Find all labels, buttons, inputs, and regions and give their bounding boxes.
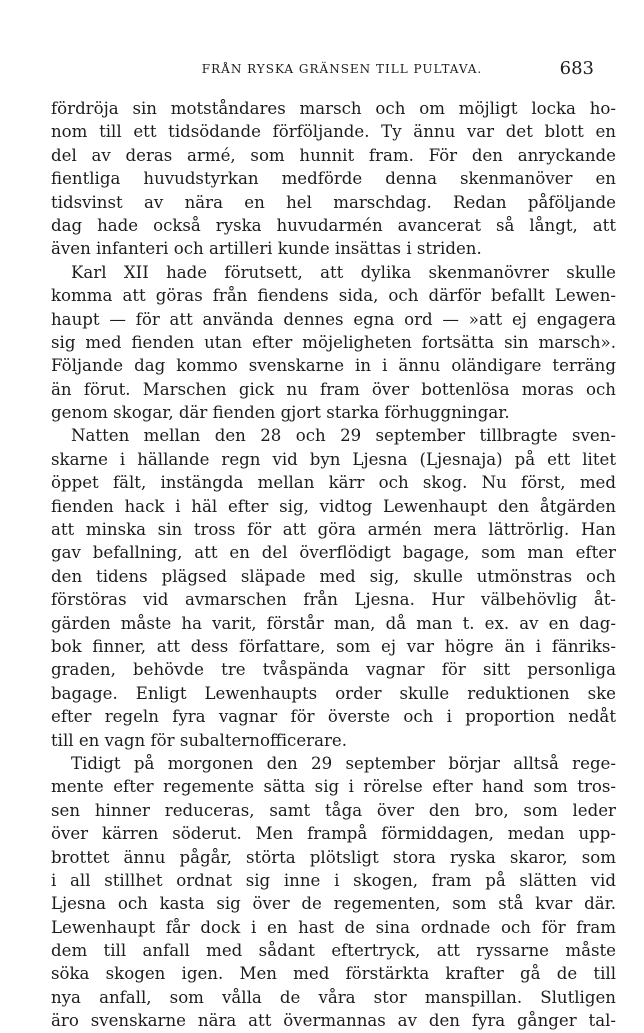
text-line: Följande dag kommo svenskarne in i ännu oländigare terräng: [51, 356, 616, 376]
text-line: skarne i hällande regn vid byn Ljesna (Ljesnaja) på ett litet: [51, 449, 616, 469]
text-line: brottet ännu pågår, störta plötsligt stora ryska skaror, som: [51, 847, 616, 867]
text-line: sen hinner reduceras, samt tåga över den bro, som leder: [51, 800, 616, 820]
body-text: [51, 97, 616, 1033]
text-line: i all stillhet ordnat sig inne i skogen, fram på slätten vid: [51, 870, 616, 890]
text-line: Natten mellan den 28 och 29 september tillbragte sven-: [71, 426, 616, 446]
text-line: fördröja sin motståndares marsch och om möjligt locka ho-: [51, 99, 616, 118]
text-line: mente efter regemente sätta sig i rörelse efter hand som tros-: [51, 777, 616, 797]
text-line: komma att göras från fiendens sida, och därför befallt Lewen-: [51, 286, 616, 306]
text-line: tidsvinst av nära en hel marschdag. Redan påföljande: [51, 192, 616, 212]
text-line: dem till anfall med sådant eftertryck, att ryssarne måste: [51, 941, 616, 961]
text-line: förstöras vid avmarschen från Ljesna. Hur välbehövlig åt-: [51, 590, 616, 610]
text-line: äro svenskarne nära att övermannas av den fyra gånger tal-: [51, 1011, 616, 1031]
text-line: den tidens plägsed släpade med sig, skulle utmönstras och: [51, 566, 616, 586]
text-line: nya anfall, som vålla de våra stor manspillan. Slutligen: [51, 987, 616, 1007]
text-line: fienden hack i häl efter sig, vidtog Lewenhaupt den åtgärden: [51, 496, 616, 516]
page-header: [90, 58, 594, 84]
text-line: över kärren söderut. Men frampå förmiddagen, medan upp-: [51, 824, 616, 844]
text-line: öppet fält, instängda mellan kärr och skog. Nu först, med: [51, 473, 616, 493]
text-line: efter regeln fyra vagnar för överste och i proportion nedåt: [51, 707, 616, 727]
text-line: Ljesna och kasta sig över de regementen, som stå kvar där.: [51, 894, 616, 914]
text-line: del av deras armé, som hunnit fram. För den anryckande: [51, 145, 616, 165]
text-line: bagage. Enligt Lewenhaupts order skulle reduktionen ske: [51, 683, 616, 703]
text-line: haupt — för att använda dennes egna ord — »att ej engagera: [51, 309, 616, 329]
text-line: att minska sin tross för att göra armén mera lättrörlig. Han: [51, 520, 616, 540]
text-line: än förut. Marschen gick nu fram över bottenlösa moras och: [51, 379, 616, 399]
text-line: söka skogen igen. Men med förstärkta krafter gå de till: [51, 964, 616, 984]
text-line: fientliga huvudstyrkan medförde denna skenmanöver en: [51, 169, 616, 189]
text-line: graden, behövde tre tvåspända vagnar för sitt personliga: [51, 660, 616, 680]
text-line: gärden måste ha varit, förstår man, då man t. ex. av en dag-: [51, 613, 616, 633]
page-number: 683: [559, 58, 594, 79]
text-line: sig med fienden utan efter möjeligheten fortsätta sin marsch».: [51, 332, 616, 352]
running-head: FRÅN RYSKA GRÄNSEN TILL PULTAVA.: [201, 62, 483, 76]
text-line: till en vagn för subalternofficerare.: [51, 730, 348, 750]
text-line: Lewenhaupt får dock i en hast de sina ordnade och för fram: [51, 917, 616, 937]
text-line: bok finner, att dess författare, som ej var högre än i fänriks-: [51, 636, 616, 656]
text-line: Tidigt på morgonen den 29 september börjar alltså rege-: [71, 753, 616, 773]
text-line: gav befallning, att en del överflödigt bagage, som man efter: [51, 543, 616, 563]
text-line: dag hade också ryska huvudarmén avancerat så långt, att: [51, 215, 616, 235]
text-line: genom skogar, där fienden gjort starka förhuggningar.: [51, 403, 510, 423]
text-line: även infanteri och artilleri kunde insättas i striden.: [51, 239, 482, 259]
text-line: nom till ett tidsödande förföljande. Ty ännu var det blott en: [51, 122, 616, 142]
text-line: Karl XII hade förutsett, att dylika skenmanövrer skulle: [71, 262, 616, 282]
